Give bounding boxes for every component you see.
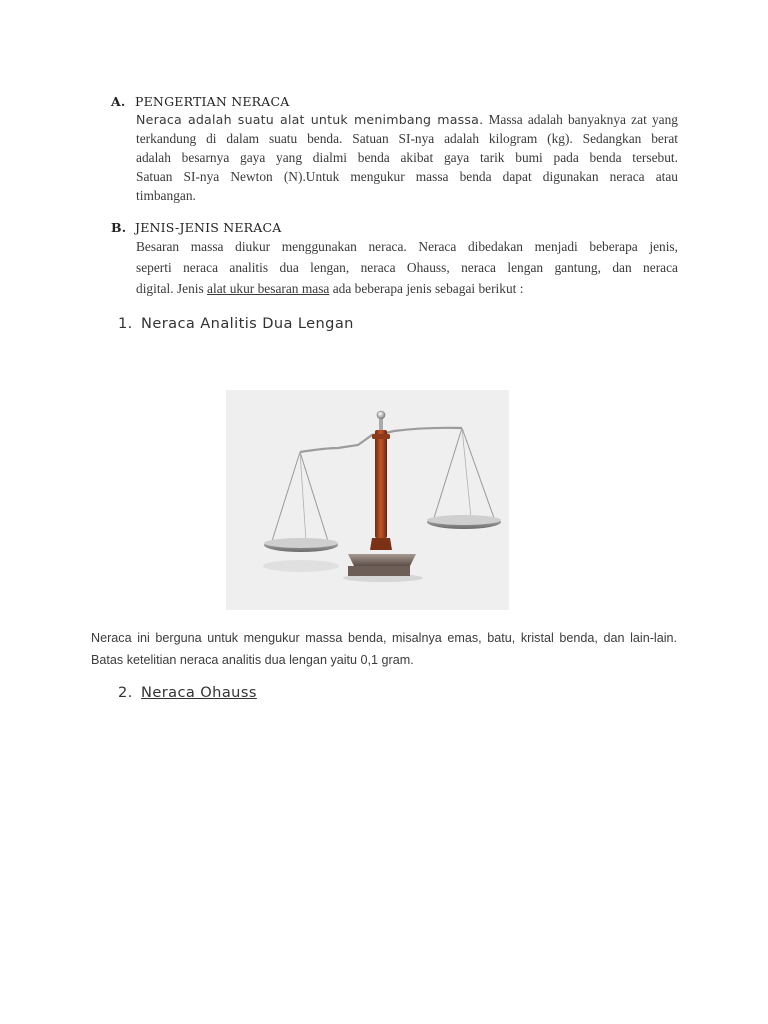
scale-base-top bbox=[348, 554, 416, 566]
balance-scale-illustration bbox=[226, 390, 509, 610]
left-chain-2 bbox=[300, 452, 328, 541]
right-pan-rim bbox=[427, 515, 501, 525]
alat-ukur-link[interactable]: alat ukur besaran masa bbox=[207, 281, 330, 296]
right-chain-1 bbox=[434, 428, 462, 518]
section-b-line-1: Besaran massa diukur menggunakan neraca. Neraca dibedakan menjadi beberapa jenis, bbox=[136, 239, 678, 254]
section-a-line-4: Satuan SI-nya Newton (N).Untuk mengukur massa benda dapat digunakan neraca atau bbox=[136, 169, 678, 184]
section-b-paragraph bbox=[136, 236, 678, 299]
section-a-line-2: terkandung di dalam suatu benda. Satuan SI-nya adalah kilogram (kg). Sedangkan berat bbox=[136, 131, 678, 146]
section-b-line-3: digital. Jenis alat ukur besaran masa ada beberapa jenis sebagai berikut : bbox=[136, 281, 524, 296]
section-b-heading bbox=[111, 220, 282, 235]
section-a-heading bbox=[111, 94, 289, 109]
section-b-title: JENIS-JENIS NERACA bbox=[135, 220, 282, 235]
section-a-line-3: adalah besarnya gaya yang dialmi benda akibat gaya tarik bumi pada benda tersebut. bbox=[136, 150, 678, 165]
section-a-line-5: timbangan. bbox=[136, 188, 196, 203]
pillar-collar-top bbox=[372, 434, 390, 439]
pillar-foot bbox=[370, 538, 392, 550]
left-pan-rim bbox=[264, 538, 338, 548]
scale-base-front bbox=[348, 566, 410, 576]
section-a-paragraph bbox=[136, 110, 678, 205]
list-item-2-title[interactable]: Neraca Ohauss bbox=[141, 684, 257, 701]
balance-scale-image bbox=[226, 390, 509, 610]
left-chain-3 bbox=[300, 452, 306, 541]
top-stem bbox=[379, 419, 383, 430]
section-a-line-1: Neraca adalah suatu alat untuk menimbang massa. Massa adalah banyaknya zat yang bbox=[136, 112, 678, 127]
list-item-2-number: 2. bbox=[118, 684, 133, 701]
left-pan-shadow bbox=[263, 560, 339, 572]
section-a-letter: A. bbox=[111, 94, 126, 109]
list-item-2-heading bbox=[118, 684, 257, 701]
list-item-1-heading bbox=[118, 315, 354, 332]
list-item-1-number: 1. bbox=[118, 315, 133, 332]
section-a-title: PENGERTIAN NERACA bbox=[135, 94, 290, 109]
pillar bbox=[375, 430, 387, 538]
caption-line-1: Neraca ini berguna untuk mengukur massa benda, misalnya emas, batu, kristal benda, dan lain-lain. bbox=[91, 631, 677, 645]
section-b-line-2: seperti neraca analitis dua lengan, neraca Ohauss, neraca lengan gantung, dan neraca bbox=[136, 260, 678, 275]
list-item-1-title: Neraca Analitis Dua Lengan bbox=[141, 315, 354, 332]
left-chain-1 bbox=[272, 452, 300, 541]
section-b-letter: B. bbox=[111, 220, 127, 235]
top-knob bbox=[377, 411, 385, 419]
caption-line-2: Batas ketelitian neraca analitis dua lengan yaitu 0,1 gram. bbox=[91, 653, 414, 667]
figure-caption bbox=[91, 627, 677, 671]
